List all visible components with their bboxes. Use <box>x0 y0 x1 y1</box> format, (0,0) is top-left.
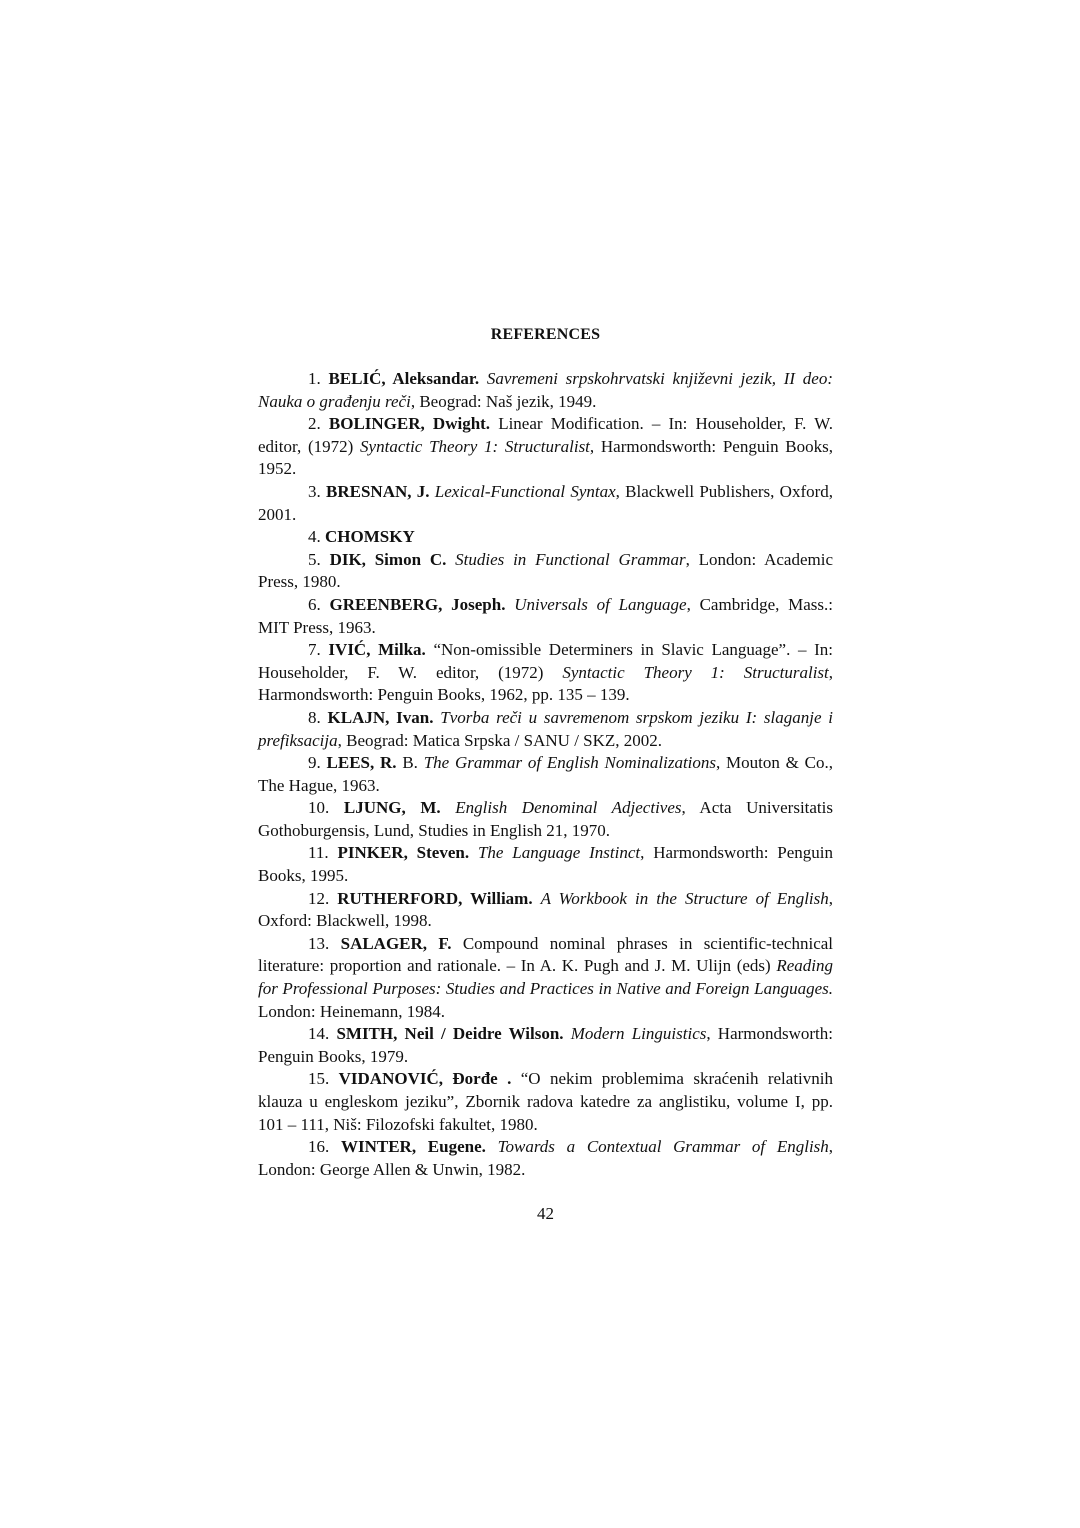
reference-item <box>258 752 833 797</box>
reference-item <box>258 639 833 707</box>
reference-title: Reading for Professional Purposes: Studies and Practices in Native and Foreign Languages. <box>258 956 834 999</box>
reference-number: 14. <box>308 1024 330 1044</box>
reference-number: 6. <box>308 594 321 614</box>
reference-text: “O nekim problemima skraćenih relativnih klauza u engleskom jeziku”, Zbornik radova katedre za anglistiku, volume I, pp. 101 – 111, Niš: Filozofski fakultet, 1980. <box>258 1069 833 1134</box>
reference-item <box>258 1023 833 1068</box>
reference-publication: , Beograd: Naš jezik, 1949. <box>410 391 597 411</box>
reference-author: SMITH, Neil / Deidre Wilson. <box>336 1024 564 1044</box>
reference-author: LEES, R. <box>326 753 397 773</box>
reference-author: RUTHERFORD, William. <box>337 888 533 908</box>
reference-number: 3. <box>308 481 321 501</box>
reference-number: 9. <box>308 753 321 773</box>
reference-number: 11. <box>308 843 329 863</box>
reference-item <box>258 368 833 413</box>
reference-text: B. <box>402 753 418 773</box>
reference-item <box>258 842 833 887</box>
reference-number: 16. <box>308 1137 330 1157</box>
reference-author: IVIĆ, Milka. <box>328 640 426 660</box>
reference-title: Universals of Language <box>514 594 687 614</box>
reference-author: VIDANOVIĆ, Đorđe . <box>338 1069 512 1089</box>
reference-title: Savremeni srpskohrvatski književni jezik, II deo: Nauka o građenju reči <box>258 369 833 411</box>
reference-title: Modern Linguistics <box>570 1024 707 1044</box>
reference-author: BRESNAN, J. <box>326 481 430 501</box>
reference-author: GREENBERG, Joseph. <box>329 594 506 614</box>
reference-item <box>258 526 833 549</box>
reference-title: Syntactic Theory 1: Structuralist <box>360 436 590 456</box>
reference-number: 13. <box>308 933 330 953</box>
reference-title: Towards a Contextual Grammar of English <box>497 1137 829 1157</box>
reference-number: 5. <box>308 549 321 569</box>
reference-number: 15. <box>308 1069 330 1089</box>
reference-title: Tvorba reči u savremenom srpskom jeziku I: slaganje i prefiksacija <box>258 707 834 750</box>
reference-publication: , Harmondsworth: Penguin Books, 1962, pp. 135 – 139. <box>258 662 833 705</box>
reference-publication: , Oxford: Blackwell, 1998. <box>258 888 834 931</box>
reference-item <box>258 549 833 594</box>
reference-number: 7. <box>308 640 321 660</box>
reference-title: Lexical-Functional Syntax <box>434 481 616 501</box>
reference-title: The Language Instinct <box>477 843 641 863</box>
reference-title: Syntactic Theory 1: Structuralist <box>562 662 829 682</box>
reference-item <box>258 933 833 1023</box>
page-number: 42 <box>537 1204 554 1223</box>
reference-publication: , Cambridge, Mass.: MIT Press, 1963. <box>258 594 833 637</box>
reference-author: CHOMSKY <box>325 527 415 547</box>
reference-author: SALAGER, F. <box>340 933 452 953</box>
reference-number: 8. <box>308 707 321 727</box>
reference-publication: , Harmondsworth: Penguin Books, 1952. <box>258 436 834 479</box>
reference-title: Studies in Functional Grammar <box>455 549 686 569</box>
reference-item <box>258 707 833 752</box>
reference-author: BOLINGER, Dwight. <box>328 414 491 434</box>
reference-publication: , Harmondsworth: Penguin Books, 1995. <box>258 843 833 886</box>
reference-item <box>258 797 833 842</box>
reference-publication: , Acta Universitatis Gothoburgensis, Lund, Studies in English 21, 1970. <box>258 798 833 840</box>
reference-author: LJUNG, M. <box>343 798 441 818</box>
reference-publication: , London: George Allen & Unwin, 1982. <box>258 1137 834 1179</box>
reference-publication: , Mouton & Co., The Hague, 1963. <box>258 753 834 795</box>
reference-number: 2. <box>308 414 321 434</box>
page-title: REFERENCES <box>490 326 601 343</box>
reference-author: DIK, Simon C. <box>329 549 447 569</box>
reference-publication: London: Heinemann, 1984. <box>258 1001 445 1021</box>
reference-number: 1. <box>308 369 321 388</box>
reference-title: The Grammar of English Nominalizations <box>423 753 717 773</box>
reference-title: A Workbook in the Structure of English <box>540 888 829 908</box>
reference-item <box>258 413 833 481</box>
reference-author: KLAJN, Ivan. <box>327 707 434 727</box>
reference-publication: , Harmondsworth: Penguin Books, 1979. <box>258 1024 833 1066</box>
reference-publication: , Blackwell Publishers, Oxford, 2001. <box>258 481 834 524</box>
reference-author: PINKER, Steven. <box>337 843 470 863</box>
reference-text: Compound nominal phrases in scientific-technical literature: proportion and rationale. – In A. K. Pugh and J. M. Ulijn (eds) <box>258 933 834 976</box>
reference-text: “Non-omissible Determiners in Slavic Language”. – In: Householder, F. W. editor, (1972) <box>258 640 834 682</box>
reference-publication: , London: Academic Press, 1980. <box>258 549 834 592</box>
reference-item <box>258 1136 833 1181</box>
reference-number: 12. <box>308 888 330 908</box>
reference-text: Linear Modification. – In: Householder, F. W. editor, (1972) <box>258 414 833 456</box>
reference-title: English Denominal Adjectives <box>455 798 682 818</box>
reference-publication: , Beograd: Matica Srpska / SANU / SKZ, 2002. <box>337 730 663 750</box>
reference-author: BELIĆ, Aleksandar. <box>328 369 480 388</box>
reference-item <box>258 481 833 526</box>
reference-number: 4. <box>308 527 321 547</box>
reference-item <box>258 888 833 933</box>
reference-item <box>258 1068 833 1136</box>
reference-list <box>258 368 833 1181</box>
reference-item <box>258 594 833 639</box>
reference-number: 10. <box>308 798 330 818</box>
reference-author: WINTER, Eugene. <box>340 1137 486 1157</box>
